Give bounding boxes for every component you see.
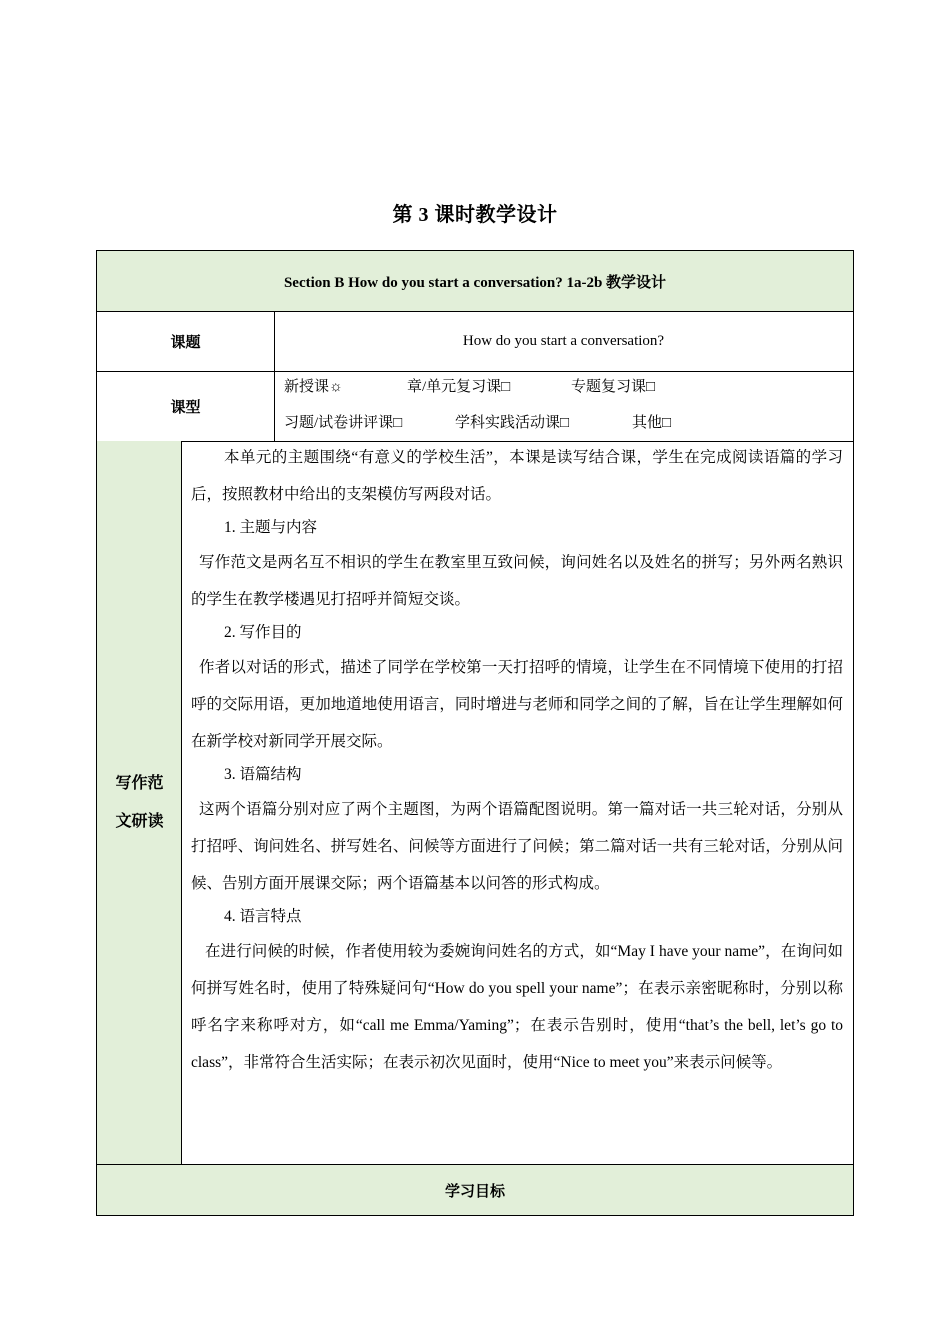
type-option-exercise-review: 习题/试卷讲评课□ [284, 415, 403, 431]
section-heading: 1. 主题与内容 [224, 519, 318, 536]
analysis-intro: 本单元的主题围绕“有意义的学校生活”，本课是读写结合课，学生在完成阅读语篇的学习后，按照教材中给出的支架模仿写两段对话。 [191, 449, 843, 503]
topic-label-cell [97, 311, 274, 371]
topic-label: 课题 [170, 334, 201, 351]
analysis-label-line: 文研读 [115, 813, 164, 830]
type-option-new-lesson: 新授课☼ [284, 379, 343, 395]
type-option-unit-review: 章/单元复习课□ [407, 379, 511, 395]
section-paragraph: 作者以对话的形式，描述了同学在学校第一天打招呼的情境，让学生在不同情境下使用的打招呼的交际用语，更加地道地使用语言，同时增进与老师和同学之间的了解，旨在让学生理解如何在新学校对新同学开展交际。 [191, 659, 843, 750]
analysis-label-line: 写作范 [115, 775, 164, 792]
analysis-content [191, 443, 843, 1081]
goals-header: 学习目标 [444, 1183, 505, 1200]
type-label: 课型 [170, 399, 201, 416]
lesson-design-table [96, 250, 854, 1216]
type-option-topic-review: 专题复习课□ [571, 379, 656, 395]
topic-value-cell [274, 311, 853, 371]
section-paragraph: 写作范文是两名互不相识的学生在教室里互致问候，询问姓名以及姓名的拼写；另外两名熟识的学生在教学楼遇见打招呼并简短交谈。 [191, 554, 843, 608]
type-label-cell [97, 371, 274, 441]
table-header-cell [97, 251, 853, 311]
type-option-practice-activity: 学科实践活动课□ [455, 415, 570, 431]
section-heading: 4. 语言特点 [224, 908, 302, 925]
column-divider [181, 441, 182, 1164]
type-option-other: 其他□ [632, 415, 672, 431]
type-options-cell [274, 371, 853, 441]
section-paragraph: 这两个语篇分别对应了两个主题图，为两个语篇配图说明。第一篇对话一共三轮对话，分别从打招呼、询问姓名、拼写姓名、问候等方面进行了问候；第二篇对话一共有三轮对话，分别从问候、告别方面开展课交际；两个语篇基本以问答的形式构成。 [191, 801, 843, 892]
table-header-text: Section B How do you start a conversation? 1a-2b 教学设计 [283, 274, 667, 291]
page-title: 第 3 课时教学设计 [392, 204, 558, 226]
section-heading: 3. 语篇结构 [224, 766, 302, 783]
goals-header-cell [97, 1165, 853, 1215]
analysis-label [97, 765, 182, 841]
section-paragraph: 在进行问候的时候，作者使用较为委婉询问姓名的方式，如“May I have your name”，在询问如何拼写姓名时，使用了特殊疑问句“How do you spell your name”；在表示亲密昵称时，分别以称呼名字来称呼对方，如“call me Emma/Yaming”；在表示告别时，使用“that’s the bell, let’s go to class”，非常符合生活实际；在表示初次见面时，使用“Nice to meet you”来表示问候等。 [191, 943, 843, 1071]
section-heading: 2. 写作目的 [224, 624, 302, 641]
topic-value: How do you start a conversation? [462, 332, 665, 349]
